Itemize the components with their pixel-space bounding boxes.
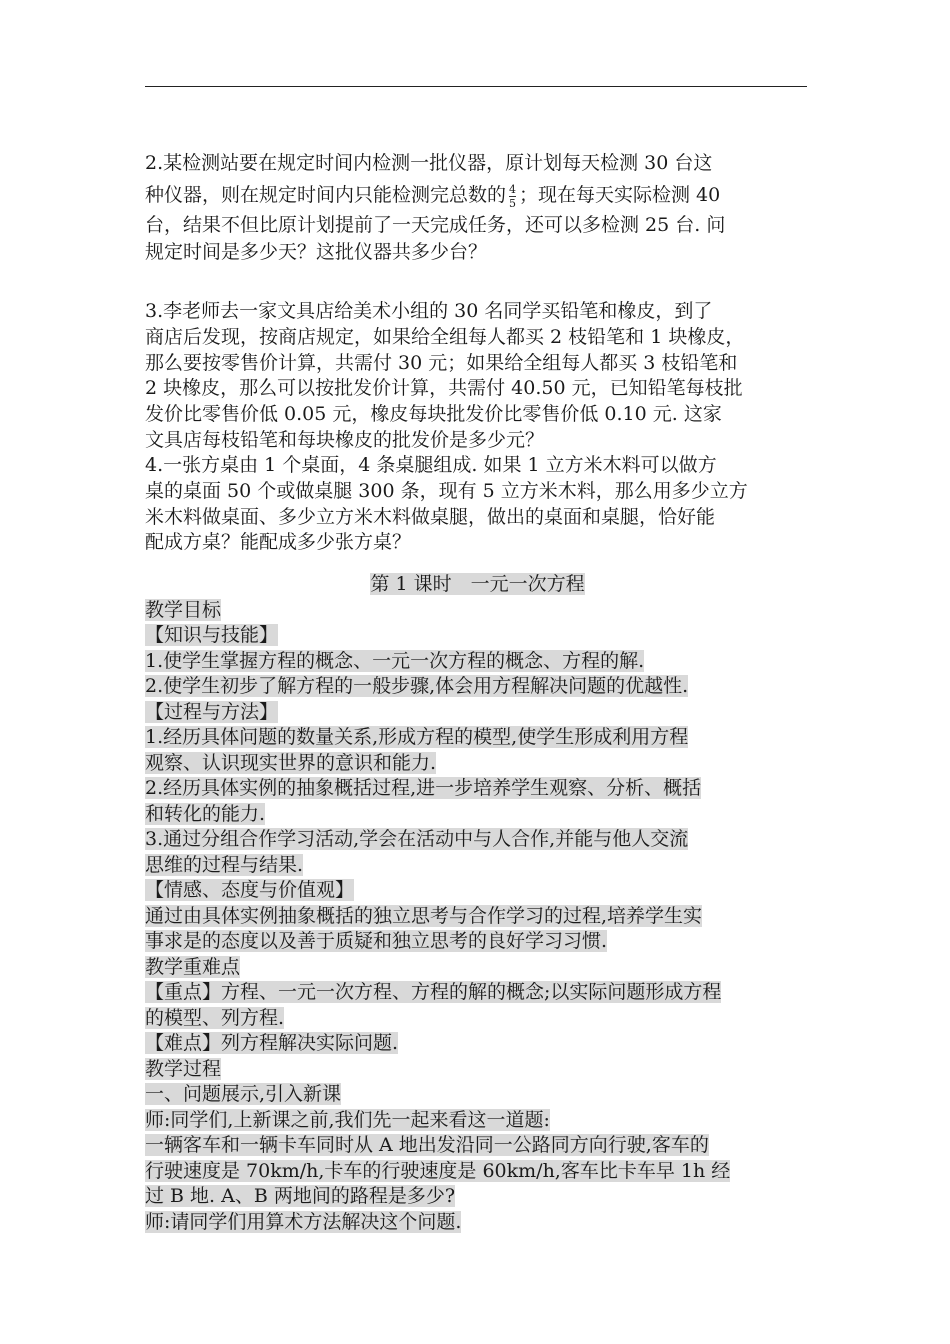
lesson-line: 行驶速度是 70km/h,卡车的行驶速度是 60km/h,客车比卡车早 1h 经 — [145, 1159, 731, 1182]
problem-2-line-2-tail: ；现在每天实际检测 40 — [519, 184, 721, 206]
lesson-line: 和转化的能力. — [145, 802, 266, 825]
problem-3 — [145, 299, 810, 454]
lesson-line: 【重点】方程、一元一次方程、方程的解的概念;以实际问题形成方程 — [145, 981, 722, 1003]
lesson-line: 2.使学生初步了解方程的一般步骤,体会用方程解决问题的优越性. — [145, 675, 689, 697]
lesson-line: 事求是的态度以及善于质疑和独立思考的良好学习习惯. — [145, 930, 608, 952]
problem-2-line-2-text: 种仪器，则在规定时间内只能检测完总数的 — [145, 184, 507, 206]
lesson-line: 【知识与技能】 — [145, 624, 279, 646]
problem-2-line-4: 规定时间是多少天？这批仪器共多少台？ — [145, 240, 488, 263]
lesson-line: 教学过程 — [145, 1057, 222, 1080]
problem-4-line: 配成方桌？能配成多少张方桌？ — [145, 531, 412, 554]
header-rule — [145, 86, 807, 87]
problem-4-line: 桌的桌面 50 个或做桌腿 300 条，现有 5 立方米木料，那么用多少立方 — [145, 479, 748, 502]
lesson-line: 观察、认识现实世界的意识和能力. — [145, 751, 437, 774]
problem-2-line-1: 2.某检测站要在规定时间内检测一批仪器，原计划每天检测 30 台这 — [145, 152, 713, 174]
lesson-title: 第 1 课时 一元一次方程 — [370, 573, 585, 595]
lesson-section — [145, 572, 810, 1235]
lesson-line: 一、问题展示,引入新课 — [145, 1083, 342, 1105]
problem-3-line: 文具店每枝铅笔和每块橡皮的批发价是多少元？ — [145, 428, 545, 451]
fraction-denominator: 5 — [509, 196, 517, 210]
problem-4 — [145, 453, 810, 556]
lesson-line: 【过程与方法】 — [145, 700, 279, 723]
problem-3-line: 3.李老师去一家文具店给美术小组的 30 名同学买铅笔和橡皮，到了 — [145, 300, 713, 322]
lesson-line: 思维的过程与结果. — [145, 853, 304, 876]
problem-2 — [145, 150, 810, 266]
lesson-line: 1.使学生掌握方程的概念、一元一次方程的概念、方程的解. — [145, 649, 645, 672]
lesson-line: 教学重难点 — [145, 955, 241, 978]
lesson-line: 师:请同学们用算术方法解决这个问题. — [145, 1210, 462, 1233]
problem-3-line: 发价比零售价低 0.05 元，橡皮每块批发价比零售价低 0.10 元. 这家 — [145, 403, 722, 426]
lesson-line: 通过由具体实例抽象概括的独立思考与合作学习的过程,培养学生实 — [145, 904, 703, 927]
lesson-line: 1.经历具体问题的数量关系,形成方程的模型,使学生形成利用方程 — [145, 726, 689, 748]
problem-4-line: 4.一张方桌由 1 个桌面，4 条桌腿组成. 如果 1 立方米木料可以做方 — [145, 454, 717, 476]
problem-3-line: 2 块橡皮，那么可以按批发价计算，共需付 40.50 元，已知铅笔每枝批 — [145, 377, 743, 400]
lesson-line: 2.经历具体实例的抽象概括过程,进一步培养学生观察、分析、概括 — [145, 777, 702, 799]
lesson-line: 过 B 地. A、B 两地间的路程是多少? — [145, 1185, 456, 1207]
lesson-line: 3.通过分组合作学习活动,学会在活动中与人合作,并能与他人交流 — [145, 828, 689, 850]
problem-4-line: 米木料做桌面、多少立方米木料做桌腿，做出的桌面和桌腿，恰好能 — [145, 505, 716, 528]
problem-2-line-2 — [145, 182, 810, 210]
lesson-line: 师:同学们,上新课之前,我们先一起来看这一道题: — [145, 1108, 550, 1131]
lesson-line: 一辆客车和一辆卡车同时从 A 地出发沿同一公路同方向行驶,客车的 — [145, 1134, 709, 1156]
lesson-line: 的模型、列方程. — [145, 1006, 285, 1029]
problem-3-line: 那么要按零售价计算，共需付 30 元；如果给全组每人都买 3 枝铅笔和 — [145, 351, 738, 374]
lesson-line: 教学目标 — [145, 598, 222, 621]
fraction-four-fifths — [509, 183, 516, 210]
lesson-line: 【情感、态度与价值观】 — [145, 879, 355, 901]
problem-3-line: 商店后发现，按商店规定，如果给全组每人都买 2 枝铅笔和 1 块橡皮， — [145, 325, 745, 348]
lesson-line: 【难点】列方程解决实际问题. — [145, 1032, 399, 1054]
problem-2-line-3: 台，结果不但比原计划提前了一天完成任务，还可以多检测 25 台. 问 — [145, 213, 726, 236]
fraction-numerator: 4 — [509, 182, 517, 196]
